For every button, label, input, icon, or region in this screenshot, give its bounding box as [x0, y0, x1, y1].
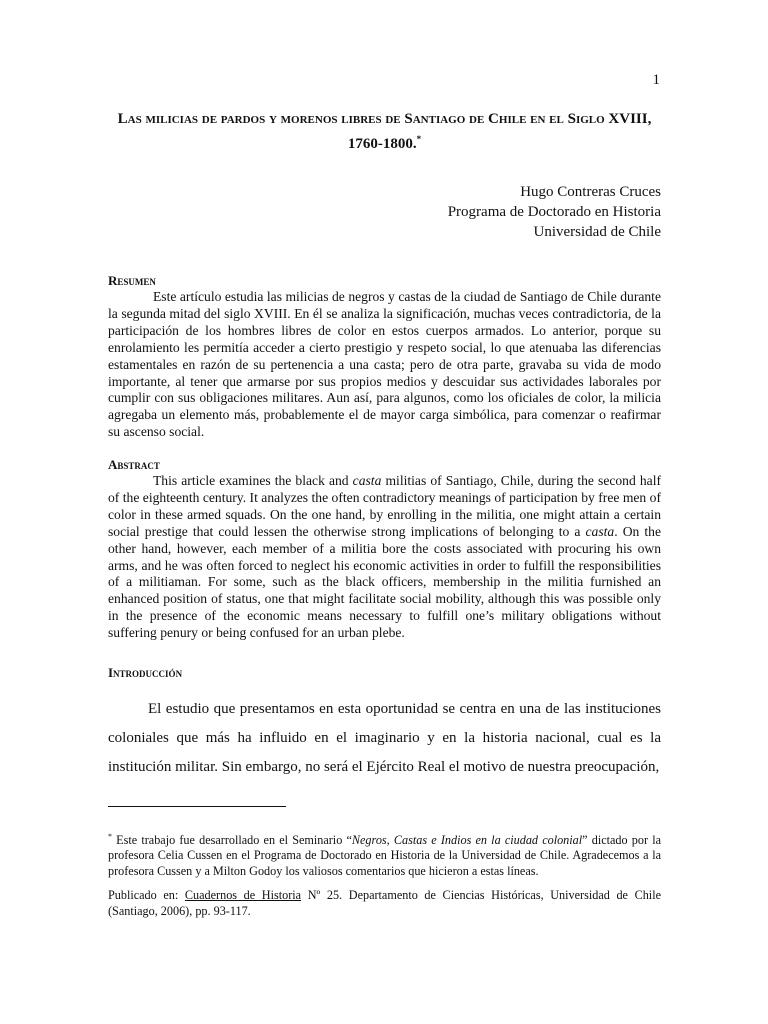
- publication-details: Nº 25. Departamento de Ciencias Históricas, Universidad de Chile (Santiago, 2006), pp. 93-117.: [108, 888, 661, 918]
- footnote-1-seminar-title: Negros, Castas e Indios en la ciudad colonial: [351, 833, 583, 848]
- abstract-casta-term: casta: [352, 473, 382, 488]
- footnote-marker: *: [108, 832, 112, 841]
- resumen-text: Este artículo estudia las milicias de negros y castas de la ciudad de Santiago de Chile durante la segunda mitad del siglo XVIII. En él se analiza la significación, muchas veces contradictoria, de la participación de los hombres libres de color en estos cuerpos armados. Lo anterior, porque su enrolamiento les permitía acceder a cierto prestigio y respeto social, lo que atenuaba las diferencias estamentales en razón de su pertenencia a una casta; pero de otra parte, gravaba su vida de modo importante, al tener que armarse por sus propios medios y descuidar sus actividades laborales por cumplir con sus obligaciones militares. Aun así, para algunos, como los oficiales de color, la milicia agregaba un elemento más, probablemente el de mayor carga simbólica, para comenzar o reafirmar su ascenso social.: [108, 289, 661, 440]
- title-line-2: [108, 129, 661, 154]
- abstract-text: [108, 473, 661, 642]
- footnote-separator: [108, 806, 286, 807]
- author-name: Hugo Contreras Cruces: [520, 184, 661, 200]
- abstract-text-1: This article examines the black and: [153, 473, 353, 488]
- footnote-1-text-b: ” dictado por la profesora Celia Cussen en el Programa de Doctorado en Historia de la Universidad de Chile. Agradecemos a la profesora Cussen y a Milton Godoy los valiosos comentarios que hicieron a estas líneas.: [108, 833, 662, 878]
- publication-prefix: Publicado en:: [108, 888, 185, 903]
- introduccion-text: El estudio que presentamos en esta oportunidad se centra en una de las instituciones coloniales que más ha influido en el imaginario y en la historia nacional, cual es la institución militar. Sin embargo, no será el Ejército Real el motivo de nuestra preocupación,: [108, 701, 661, 775]
- title-line-1: Las milicias de pardos y morenos libres de Santiago de Chile en el Siglo XVIII,: [117, 111, 652, 127]
- title-footnote-marker[interactable]: *: [416, 134, 422, 144]
- abstract-text-2: militias of Santiago, Chile, during the second half of the eighteenth century. It analyzes the often contradictory meanings of participation by free men of color in these armed squads. On the one hand, by enrolling in the militia, one might attain a certain social prestige that could lessen the otherwise strong implications of belonging to a: [108, 473, 661, 539]
- introduccion-heading: Introducción: [108, 665, 183, 680]
- article-title: [108, 109, 661, 154]
- author-program: Programa de Doctorado en Historia: [447, 204, 661, 220]
- footnotes: [108, 829, 661, 928]
- abstract-text-3: . On the other hand, however, each member of a militia bore the costs associated with procuring his own arms, and he was often forced to neglect his economic activities in order to fulfill the responsibilities of a militiaman. For some, such as the black officers, membership in the militia furnished an enhanced position of status, one that might facilitate social mobility, although this was possible only in the presence of the economic means necessary to fulfill one’s military obligations without suffering penury or being confused for an urban plebe.: [108, 523, 661, 641]
- footnote-1-text-a: Este trabajo fue desarrollado en el Seminario “: [112, 833, 352, 848]
- abstract-casta-term-2: casta: [585, 523, 615, 539]
- resumen-section: [108, 272, 661, 441]
- abstract-heading: Abstract: [108, 457, 160, 472]
- introduccion-section: [108, 664, 661, 782]
- author-block: [300, 182, 661, 242]
- abstract-section: [108, 456, 661, 642]
- page-number: 1: [652, 72, 660, 88]
- publication-note: [108, 888, 661, 919]
- author-university: Universidad de Chile: [533, 224, 661, 240]
- journal-link[interactable]: Cuadernos de Historia: [184, 888, 302, 903]
- resumen-heading: Resumen: [108, 273, 156, 288]
- footnote-1: [108, 829, 661, 879]
- title-years: 1760-1800.: [347, 136, 417, 152]
